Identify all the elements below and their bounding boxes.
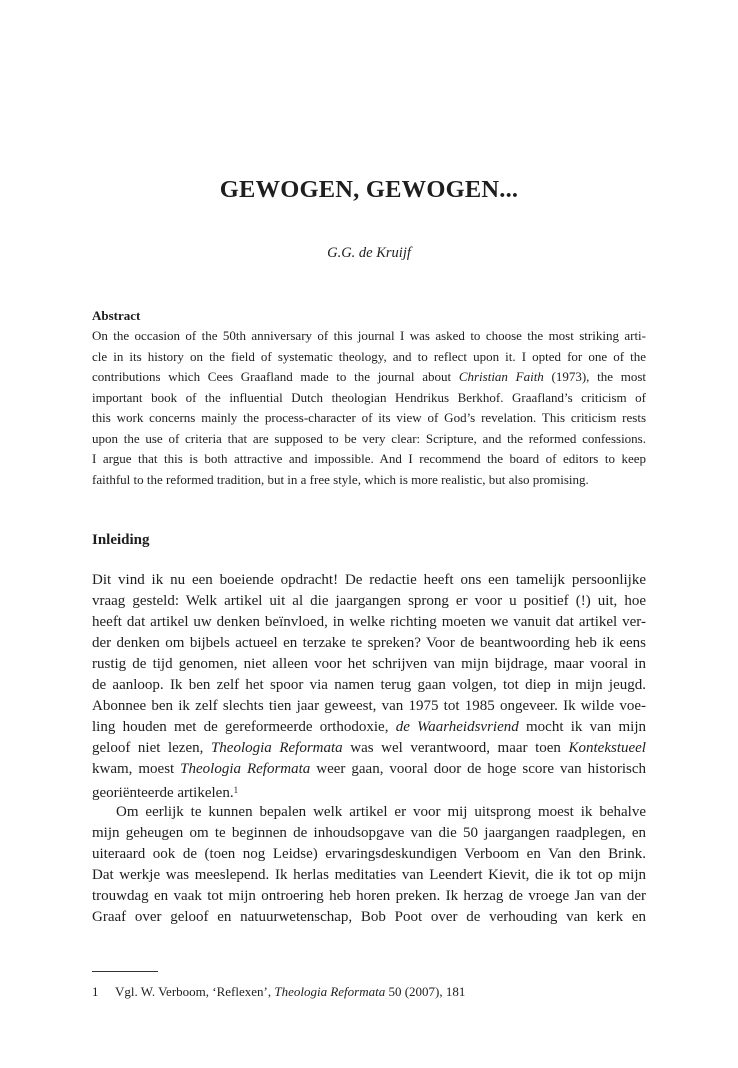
abstract-line: upon the use of criteria that are supposed to be very clear: Scripture, and the reformed confessions. — [92, 430, 646, 446]
author: G.G. de Kruijf — [327, 245, 411, 261]
italic-title: Theologia Reformata — [180, 761, 311, 778]
body-line: Dat werkje was meeslepend. Ik herlas meditaties van Leendert Kievit, die ik tot op mijn — [92, 866, 646, 883]
body-line: Om eerlijk te kunnen bepalen welk artikel er voor mij uitsprong moest ik behalve — [116, 803, 646, 820]
body-line: de aanloop. Ik ben zelf het spoor via namen terug gaan volgen, tot diep in mijn jeugd. — [92, 677, 646, 694]
abstract-line: cle in its history on the field of systematic theology, and to reflect upon it. I opted for one of the — [92, 348, 646, 364]
abstract-line: faithful to the reformed tradition, but in a free style, which is more realistic, but also promising. — [92, 471, 589, 487]
italic-title: Kontekstueel — [568, 740, 646, 757]
body-line: der denken om bijbels actueel en terzake te spreken? Voor de beantwoording heb ik eens — [92, 635, 646, 652]
footnote: 1 Vgl. W. Verboom, ‘Reflexen’, Theologia Reformata 50 (2007), 181 — [92, 984, 466, 999]
abstract-body — [92, 326, 646, 490]
abstract-line: On the occasion of the 50th anniversary of this journal I was asked to choose the most striking arti- — [92, 328, 646, 343]
body-line: uiteraard ook de (toen nog Leidse) ervaringsdeskundigen Verboom en Van den Brink. — [92, 845, 646, 862]
body-line: kwam, moest Theologia Reformata weer gaan, vooral door de hoge score van historisch — [92, 761, 646, 778]
abstract-heading: Abstract — [92, 308, 141, 323]
body-line: Dit vind ik nu een boeiende opdracht! De redactie heeft ons een tamelijk persoonlijke — [92, 572, 646, 588]
abstract-line: important book of the influential Dutch theologian Hendrikus Berkhof. Graafland’s criticism of — [92, 389, 646, 405]
body-line: geloof niet lezen, Theologia Reformata was wel verantwoord, maar toen Kontekstueel — [92, 740, 646, 757]
body-line: rustig de tijd genomen, niet alleen voor het schrijven van mijn bijdrage, maar vooral in — [92, 656, 646, 673]
footnote-number: 1 — [92, 984, 99, 999]
page-title: GEWOGEN, GEWOGEN... — [219, 176, 519, 203]
body-text — [92, 570, 646, 928]
body-line: heeft dat artikel uw denken beïnvloed, in welke richting moeten we vanuit dat artikel ver- — [92, 614, 646, 631]
italic-title: Theologia Reformata — [274, 984, 386, 999]
body-line: georiënteerde artikelen.$^1$ — [92, 785, 239, 802]
body-line: Graaf over geloof en natuurwetenschap, Bob Poot over de verhouding van kerk en — [92, 908, 646, 925]
abstract-line: I argue that this is both attractive and impossible. And I recommend the board of editors to keep — [92, 451, 646, 466]
italic-title: de Waarheidsvriend — [395, 719, 519, 736]
body-line: ling houden met de gereformeerde orthodoxie, de Waarheidsvriend mocht ik van mijn — [92, 719, 647, 736]
body-line: vraag gesteld: Welk artikel uit al die jaargangen sprong er voor u positief (!) uit, hoe — [92, 593, 646, 610]
body-line: Abonnee ben ik zelf slechts tien jaar geweest, van 1975 tot 1985 ongeveer. Ik wilde voe- — [92, 698, 646, 715]
italic-title: Christian Faith — [458, 369, 544, 384]
footnote-divider — [92, 971, 158, 972]
italic-title: Theologia Reformata — [210, 740, 343, 757]
section-heading: Inleiding — [92, 532, 150, 548]
abstract-line: contributions which Cees Graafland made to the journal about Christian Faith (1973), the most — [92, 369, 646, 384]
abstract-line: this work concerns mainly the process-character of its view of God’s revelation. This criticism rests — [92, 410, 646, 425]
body-line: trouwdag en vaak tot mijn ontroering heb horen preken. Ik herzag de vroege Jan van der — [92, 887, 646, 904]
footnote-reference[interactable]: 1 — [233, 785, 239, 796]
body-line: mijn geheugen om te beginnen de inhoudsopgave van die 50 jaargangen raadplegen, en — [92, 824, 646, 841]
